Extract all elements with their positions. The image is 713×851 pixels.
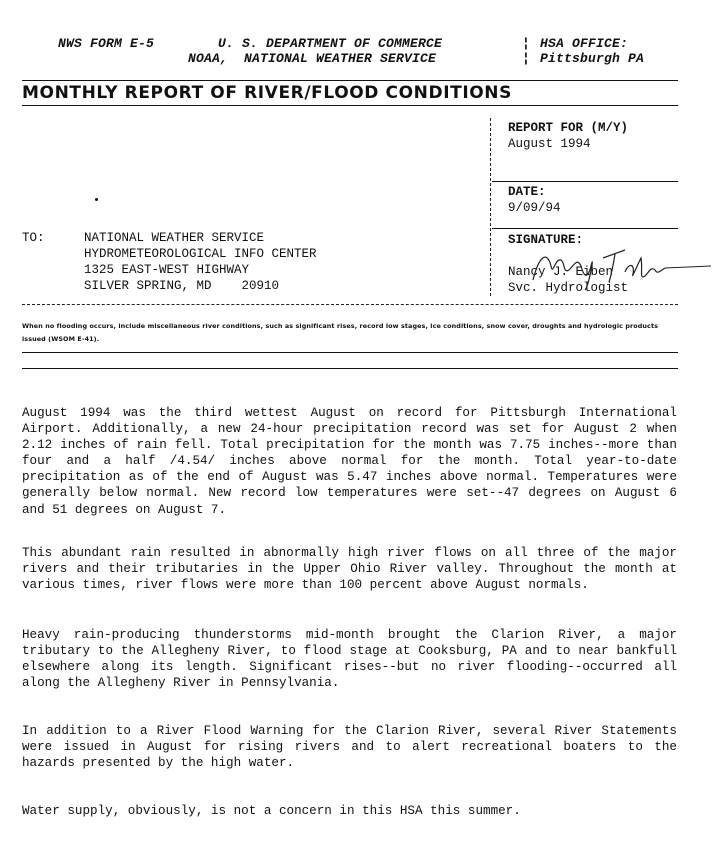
- title-bottom-rule: [22, 105, 678, 106]
- hsa-office-value: Pittsburgh PA: [540, 51, 645, 66]
- instructions-rule: [22, 352, 678, 353]
- stray-mark: [95, 198, 98, 201]
- hsa-office-label: HSA OFFICE:: [540, 36, 629, 51]
- report-for-value: August 1994: [508, 137, 591, 151]
- body-paragraph-5: Water supply, obviously, is not a concern in this HSA this summer.: [22, 804, 521, 818]
- body-paragraph-4: In addition to a River Flood Warning for the Clarion River, several River Statements were issued in August for rising rivers and to alert recreational boaters to the hazards presented by the high water.: [22, 724, 677, 771]
- date-rule: [492, 228, 678, 229]
- address-bottom-rule: [22, 304, 678, 305]
- date-value: 9/09/94: [508, 201, 561, 215]
- to-address-line-4: SILVER SPRING, MD 20910: [84, 279, 280, 293]
- body-top-rule: [22, 368, 678, 369]
- signer-name: Nancy J. Eiben: [508, 265, 614, 279]
- page-title: MONTHLY REPORT OF RIVER/FLOOD CONDITIONS: [22, 83, 512, 103]
- to-label: TO:: [22, 231, 45, 245]
- to-address-line-1: NATIONAL WEATHER SERVICE: [84, 231, 265, 245]
- body-paragraph-3: Heavy rain-producing thunderstorms mid-month brought the Clarion River, a major tributary to the Allegheny River, to flood stage at Cooksburg, PA and to near bankfull elsewhere along its length. Significant rises--but no river flooding--occurred all along the Allegheny River in Pennsylvania.: [22, 628, 677, 691]
- form-id: NWS FORM E-5: [58, 36, 155, 51]
- department-name: U. S. DEPARTMENT OF COMMERCE: [218, 36, 443, 51]
- signature-label: SIGNATURE:: [508, 233, 584, 247]
- to-address-line-3: 1325 EAST-WEST HIGHWAY: [84, 263, 250, 277]
- report-for-label: REPORT FOR (M/Y): [508, 121, 629, 135]
- agency-name: NOAA, NATIONAL WEATHER SERVICE: [188, 51, 437, 66]
- handwritten-signature: [525, 236, 713, 292]
- instructions-note: When no flooding occurs, include miscellaneous river conditions, such as significant rises, record low stages, ice conditions, snow cover, droughts and hydrologic products issued (WSOM E-41).: [22, 322, 659, 343]
- body-paragraph-2: This abundant rain resulted in abnormally high river flows on all three of the major rivers and their tributaries in the Upper Ohio River valley. Throughout the month at various times, river flows were more than 100 percent above August normals.: [22, 546, 677, 593]
- header-divider-1: ¦: [522, 36, 531, 51]
- header-divider-2: ¦: [522, 51, 531, 66]
- body-paragraph-1: August 1994 was the third wettest August on record for Pittsburgh International Airport. Additionally, a new 24-hour precipitation record was set for August 2 when 2.12 inches of rain fell. Total precipitation for the month was 7.75 inches--more than four and a half /4.54/ inches above normal for the month. Total year-to-date precipitation as of the end of August was 5.47 inches above normal. Temperatures were generally below normal. New record low temperatures were set--47 degrees on August 6 and 51 degrees on August 7.: [22, 406, 677, 517]
- title-top-rule: [22, 80, 678, 81]
- signer-title: Svc. Hydrologist: [508, 281, 629, 295]
- date-label: DATE:: [508, 185, 546, 199]
- to-address-line-2: HYDROMETEOROLOGICAL INFO CENTER: [84, 247, 317, 261]
- report-for-rule: [492, 181, 678, 182]
- right-column-divider: [490, 118, 491, 296]
